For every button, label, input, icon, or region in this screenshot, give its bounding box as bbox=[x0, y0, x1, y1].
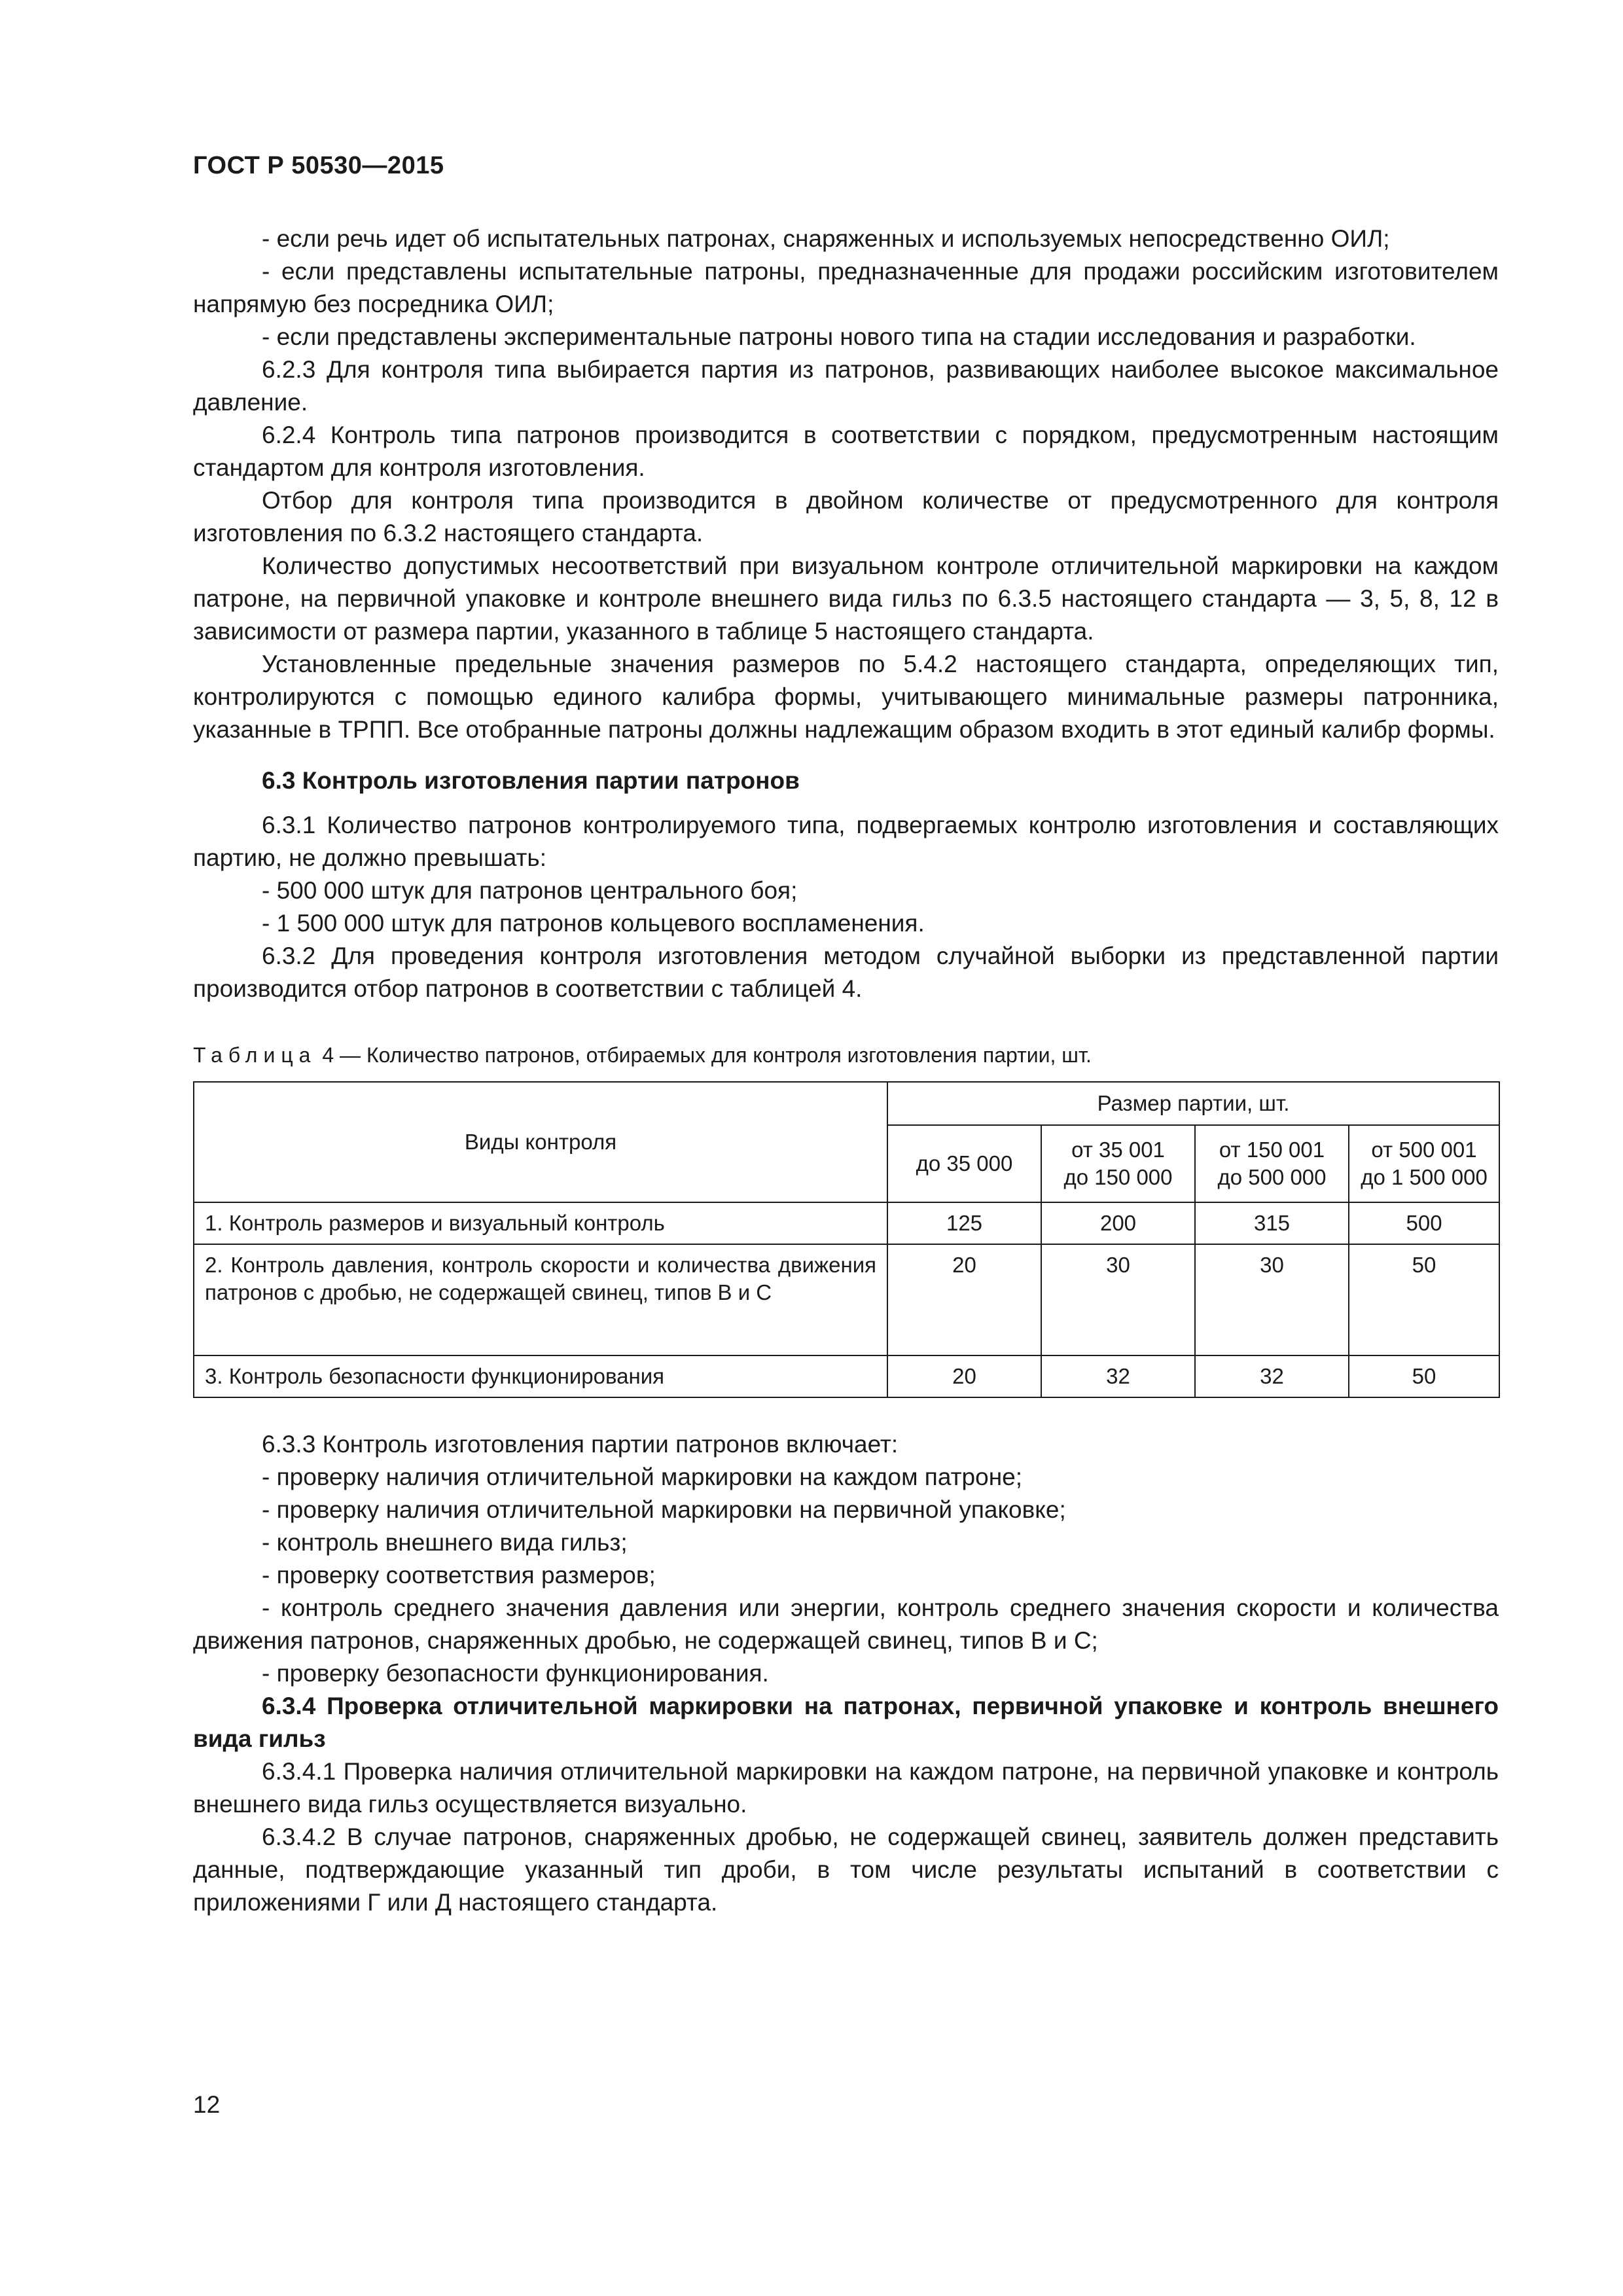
row-label: 2. Контроль давления, контроль скорости и количества движения патронов с дробью, не содержащей свинец, типов В и С bbox=[194, 1244, 887, 1355]
table-4 bbox=[193, 1081, 1500, 1398]
paragraph: 6.3.3 Контроль изготовления партии патронов включает: bbox=[262, 1431, 899, 1458]
paragraph: - проверку соответствия размеров; bbox=[262, 1562, 656, 1588]
table-row bbox=[194, 1355, 1499, 1397]
paragraph: Отбор для контроля типа производится в двойном количестве от предусмотренного для контроля изготовления по 6.3.2 настоящего стандарта. bbox=[193, 487, 1499, 547]
paragraph: Установленные предельные значения размеров по 5.4.2 настоящего стандарта, определяющих тип, контролируются с помощью единого калибра формы, учитывающего минимальные размеры патронника, указанные в ТРПП. Все отобранные патроны должны надлежащим образом входить в этот единый калибр формы. bbox=[193, 651, 1499, 743]
document-body bbox=[193, 223, 1499, 1919]
cell-value: 50 bbox=[1349, 1244, 1499, 1355]
table-header-row bbox=[194, 1082, 1499, 1125]
cell-value: 125 bbox=[887, 1202, 1041, 1244]
paragraph: 6.3.4.2 В случае патронов, снаряженных дробью, не содержащей свинец, заявитель должен представить данные, подтверждающие указанный тип дроби, в том числе результаты испытаний в соответствии с приложениями Г или Д настоящего стандарта. bbox=[193, 1823, 1499, 1916]
table-row bbox=[194, 1202, 1499, 1244]
row-label: 3. Контроль безопасности функционирования bbox=[194, 1355, 887, 1397]
cell-value: 20 bbox=[887, 1355, 1041, 1397]
paragraph: 6.3.2 Для проведения контроля изготовления методом случайной выборки из представленной партии производится отбор патронов в соответствии с таблицей 4. bbox=[193, 942, 1499, 1002]
paragraph: - проверку безопасности функционирования. bbox=[262, 1660, 769, 1687]
section-heading: 6.3 Контроль изготовления партии патронов bbox=[262, 767, 800, 794]
paragraph: - контроль среднего значения давления или энергии, контроль среднего значения скорости и количества движения патронов, снаряженных дробью, не содержащей свинец, типов В и С; bbox=[193, 1594, 1499, 1654]
cell-value: 315 bbox=[1195, 1202, 1349, 1244]
header-batch-size: Размер партии, шт. bbox=[887, 1082, 1499, 1125]
paragraph: Количество допустимых несоответствий при визуальном контроле отличительной маркировки на каждом патроне, на первичной упаковке и контроле внешнего вида гильз по 6.3.5 настоящего стандарта — 3, 5, 8, 12 в зависимости от размера партии, указанного в таблице 5 настоящего стандарта. bbox=[193, 552, 1499, 645]
table-caption-label: Таблица bbox=[193, 1043, 317, 1067]
table-row bbox=[194, 1244, 1499, 1355]
paragraph: 6.2.4 Контроль типа патронов производится в соответствии с порядком, предусмотренным настоящим стандартом для контроля изготовления. bbox=[193, 422, 1499, 481]
cell-value: 20 bbox=[887, 1244, 1041, 1355]
paragraph: - если речь идет об испытательных патронах, снаряженных и используемых непосредственно ОИЛ; bbox=[262, 225, 1390, 252]
table-caption-text: 4 — Количество патронов, отбираемых для контроля изготовления партии, шт. bbox=[316, 1043, 1092, 1067]
row-label: 1. Контроль размеров и визуальный контроль bbox=[194, 1202, 887, 1244]
header-size: от 500 001 до 1 500 000 bbox=[1349, 1125, 1499, 1202]
after-table-block bbox=[193, 1428, 1499, 1919]
paragraph: - проверку наличия отличительной маркировки на первичной упаковке; bbox=[262, 1496, 1066, 1523]
page-number: 12 bbox=[193, 2091, 221, 2118]
paragraph: - контроль внешнего вида гильз; bbox=[262, 1529, 628, 1556]
section-heading: 6.3.4 Проверка отличительной маркировки на патронах, первичной упаковке и контроль внешнего вида гильз bbox=[193, 1693, 1499, 1752]
cell-value: 32 bbox=[1195, 1355, 1349, 1397]
header-kinds: Виды контроля bbox=[194, 1082, 887, 1202]
paragraph: - если представлены испытательные патроны, предназначенные для продажи российским изготовителем напрямую без посредника ОИЛ; bbox=[193, 258, 1499, 317]
header-size: от 150 001 до 500 000 bbox=[1195, 1125, 1349, 1202]
cell-value: 500 bbox=[1349, 1202, 1499, 1244]
cell-value: 50 bbox=[1349, 1355, 1499, 1397]
paragraph: 6.2.3 Для контроля типа выбирается партия из патронов, развивающих наиболее высокое максимальное давление. bbox=[193, 356, 1499, 416]
cell-value: 30 bbox=[1041, 1244, 1195, 1355]
paragraph: - 1 500 000 штук для патронов кольцевого воспламенения. bbox=[262, 910, 925, 937]
paragraph: 6.3.1 Количество патронов контролируемого типа, подвергаемых контролю изготовления и составляющих партию, не должно превышать: bbox=[193, 812, 1499, 871]
paragraph: 6.3.4.1 Проверка наличия отличительной маркировки на каждом патроне, на первичной упаковке и контроль внешнего вида гильз осуществляется визуально. bbox=[193, 1758, 1499, 1818]
paragraph: - проверку наличия отличительной маркировки на каждом патроне; bbox=[262, 1463, 1022, 1490]
header-size: от 35 001 до 150 000 bbox=[1041, 1125, 1195, 1202]
cell-value: 200 bbox=[1041, 1202, 1195, 1244]
document-header: ГОСТ Р 50530—2015 bbox=[193, 152, 444, 179]
cell-value: 32 bbox=[1041, 1355, 1195, 1397]
header-size: до 35 000 bbox=[887, 1125, 1041, 1202]
paragraph: - 500 000 штук для патронов центрального боя; bbox=[262, 877, 798, 904]
cell-value: 30 bbox=[1195, 1244, 1349, 1355]
table-caption bbox=[193, 1041, 1499, 1069]
paragraph: - если представлены экспериментальные патроны нового типа на стадии исследования и разработки. bbox=[262, 323, 1416, 350]
